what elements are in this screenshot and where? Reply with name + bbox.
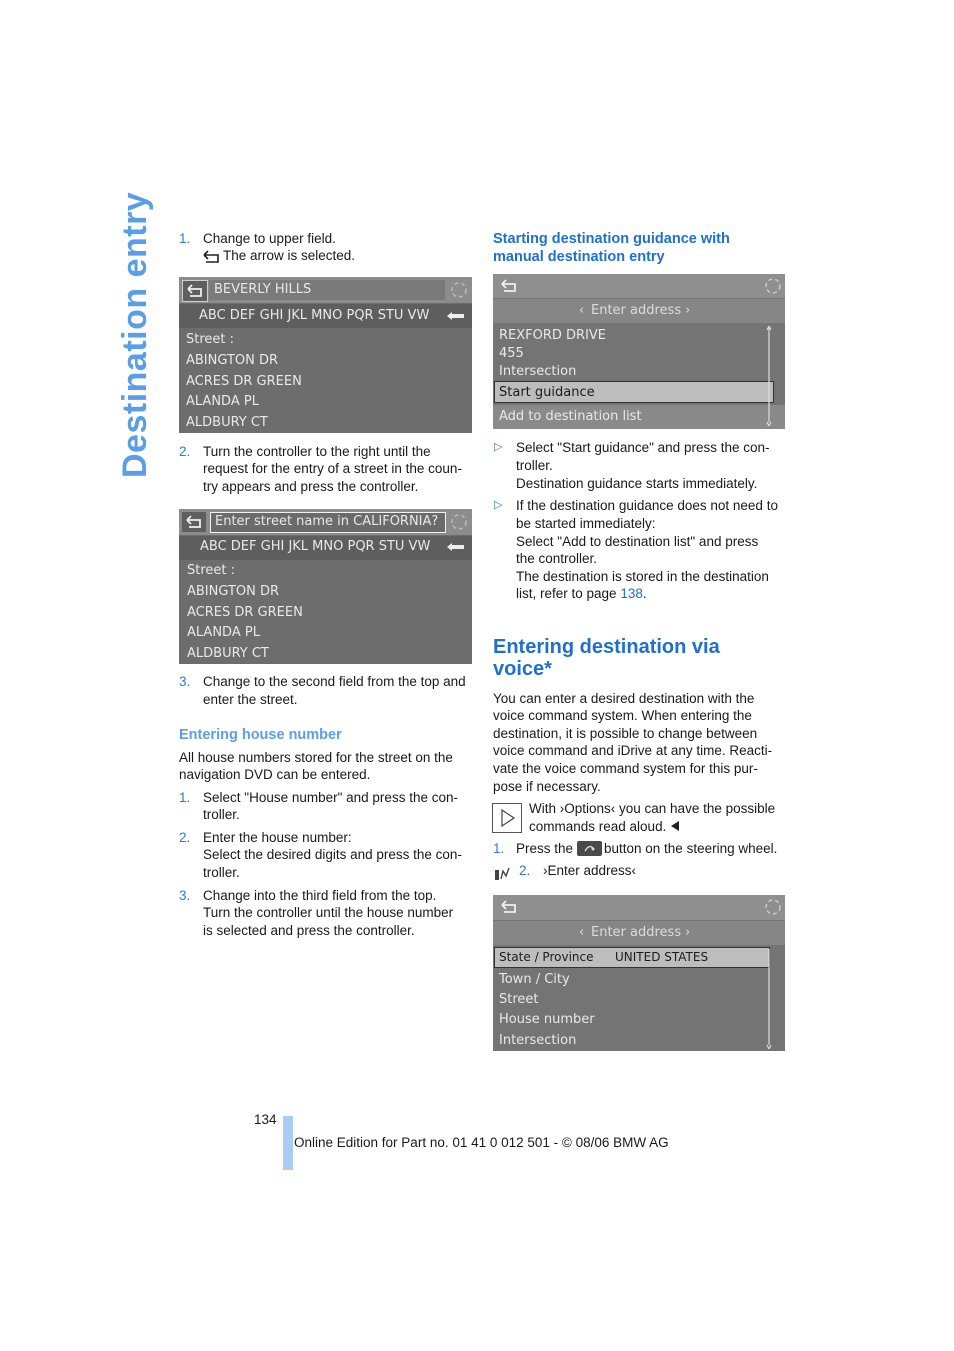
step-text-line: is selected and press the controller. [203, 923, 415, 938]
bullet-text-end: . [642, 586, 647, 601]
step-number: 1. [179, 231, 191, 246]
idrive-screen-start-guidance [493, 274, 785, 429]
step-text-line: Select "House number" and press the con- [203, 790, 458, 805]
step-number: 2. [179, 444, 191, 459]
step-text-line: enter the street. [203, 692, 298, 707]
menu-header[interactable]: Enter address [591, 925, 682, 940]
note-play-icon [492, 803, 522, 833]
step-text-line: Turn the controller to the right until the [203, 444, 431, 459]
state-value[interactable]: UNITED STATES [615, 950, 709, 964]
heading-guidance-line: manual destination entry [493, 249, 665, 265]
list-item[interactable]: ALANDA PL [186, 394, 259, 409]
scrollbar[interactable] [765, 949, 773, 1049]
paragraph-line: pose if necessary. [493, 779, 601, 794]
chevron-left-icon: ‹ [579, 303, 585, 318]
bullet-text-line: The destination is stored in the destination [516, 569, 769, 584]
chevron-right-icon: › [685, 303, 691, 318]
edition-note: Online Edition for Part no. 01 41 0 012 501 - © 08/06 BMW AG [294, 1135, 669, 1150]
letter-keys[interactable]: ABC DEF GHI JKL MNO PQR STU VW [200, 539, 431, 554]
street-prompt-field[interactable]: Enter street name in CALIFORNIA? [215, 514, 439, 529]
section-title-vertical [112, 191, 156, 478]
delete-icon[interactable] [445, 309, 467, 323]
back-icon[interactable] [497, 277, 521, 295]
heading-guidance-line: Starting destination guidance with [493, 231, 730, 247]
list-item: Street : [186, 332, 235, 347]
step-text-line: troller. [203, 865, 240, 880]
list-item[interactable]: Street [499, 992, 539, 1007]
paragraph-line: vate the voice command system for this pur- [493, 761, 758, 776]
step-text: Change to upper field. [203, 231, 336, 246]
list-item[interactable]: ABINGTON DR [187, 584, 280, 599]
list-item[interactable]: ALDBURY CT [186, 415, 268, 430]
step-text-line: troller. [203, 807, 240, 822]
step-number: 2. [519, 863, 531, 878]
paragraph-line: You can enter a desired destination with the [493, 691, 755, 706]
page-number: 134 [254, 1112, 277, 1127]
footer-accent-bar [283, 1116, 293, 1170]
back-icon[interactable] [182, 512, 206, 532]
step-text-line: Select the desired digits and press the con- [203, 847, 462, 862]
bullet-text-line: Select "Add to destination list" and press [516, 534, 759, 549]
list-item[interactable]: ACRES DR GREEN [186, 374, 302, 389]
step-number: 2. [179, 830, 191, 845]
paragraph-line: All house numbers stored for the street on the [179, 750, 453, 765]
bullet-text-line: Destination guidance starts immediately. [516, 476, 758, 491]
list-item[interactable]: ALDBURY CT [187, 646, 269, 661]
chevron-right-icon: › [685, 925, 691, 940]
idrive-screen-enter-address [493, 895, 785, 1051]
chevron-left-icon: ‹ [579, 925, 585, 940]
back-icon[interactable] [497, 898, 521, 916]
menu-header[interactable]: Enter address [591, 303, 682, 318]
step-number: 1. [179, 790, 191, 805]
end-marker-icon [670, 820, 680, 832]
bullet-text-prefix: list, refer to page [516, 586, 621, 601]
bullet-triangle-icon: ▷ [494, 441, 503, 453]
list-item[interactable]: Intersection [499, 1033, 577, 1048]
back-icon[interactable] [182, 280, 208, 302]
letter-keys[interactable]: ABC DEF GHI JKL MNO PQR STU VW [199, 308, 430, 323]
heading-house-number: Entering house number [179, 727, 342, 743]
step-text-line: Change into the third field from the top. [203, 888, 437, 903]
step-number: 3. [179, 888, 191, 903]
step-text-line: Enter the house number: [203, 830, 352, 845]
add-to-destination-item[interactable]: Add to destination list [499, 409, 642, 424]
bullet-text-line [516, 585, 647, 603]
voice-command-icon [494, 864, 512, 882]
step-subtext: The arrow is selected. [223, 248, 356, 263]
note-text-line: commands read aloud. [529, 819, 667, 834]
bullet-text-line: If the destination guidance does not need to [516, 498, 778, 513]
section-title-text: Destination entry [116, 191, 154, 478]
scrollbar[interactable] [765, 326, 773, 426]
step-number: 3. [179, 674, 191, 689]
step-text-post: button on the steering wheel. [604, 841, 778, 856]
heading-voice-line: voice* [493, 658, 552, 680]
paragraph-line: voice command system. When entering the [493, 708, 752, 723]
controller-icon [763, 897, 783, 917]
list-item: Street : [187, 563, 236, 578]
page-reference-link[interactable]: 138 [620, 586, 643, 601]
step-text-line: try appears and press the controller. [203, 479, 419, 494]
list-item[interactable]: House number [499, 1012, 595, 1027]
bullet-text-line: troller. [516, 458, 553, 473]
paragraph-line: voice command and iDrive at any time. Reacti- [493, 743, 773, 758]
bullet-text-line: Select "Start guidance" and press the con- [516, 440, 770, 455]
paragraph-line: destination, it is possible to change between [493, 726, 758, 741]
step-text-pre: Press the [516, 841, 574, 856]
idrive-screen-enter-street [179, 509, 472, 664]
list-item[interactable]: Intersection [499, 364, 577, 379]
back-arrow-icon [202, 250, 222, 264]
location-field[interactable]: BEVERLY HILLS [214, 282, 312, 297]
controller-icon [449, 280, 469, 300]
step-text: ›Enter address‹ [543, 863, 637, 878]
paragraph-line: navigation DVD can be entered. [179, 767, 371, 782]
idrive-screen-street-list [179, 277, 472, 433]
controller-icon [763, 276, 783, 296]
bullet-text-line: the controller. [516, 551, 598, 566]
controller-icon [449, 512, 469, 532]
list-item[interactable]: ALANDA PL [187, 625, 260, 640]
voice-button-icon [577, 841, 602, 856]
step-text-line: Turn the controller until the house number [203, 905, 454, 920]
step-number: 1. [493, 841, 505, 856]
heading-voice-line: Entering destination via [493, 636, 720, 658]
note-text-line: With ›Options‹ you can have the possible [529, 801, 776, 816]
list-item[interactable]: ABINGTON DR [186, 353, 279, 368]
list-item[interactable]: REXFORD DRIVE [499, 328, 607, 343]
list-item[interactable]: Town / City [499, 972, 570, 987]
state-label[interactable]: State / Province [499, 950, 594, 964]
step-text-line: request for the entry of a street in the coun- [203, 461, 462, 476]
list-item[interactable]: 455 [499, 346, 524, 361]
list-item[interactable]: ACRES DR GREEN [187, 605, 303, 620]
bullet-text-line: be started immediately: [516, 516, 656, 531]
delete-icon[interactable] [445, 540, 467, 554]
bullet-triangle-icon: ▷ [494, 499, 503, 511]
start-guidance-item[interactable]: Start guidance [499, 385, 595, 400]
step-text-line: Change to the second field from the top and [203, 674, 466, 689]
